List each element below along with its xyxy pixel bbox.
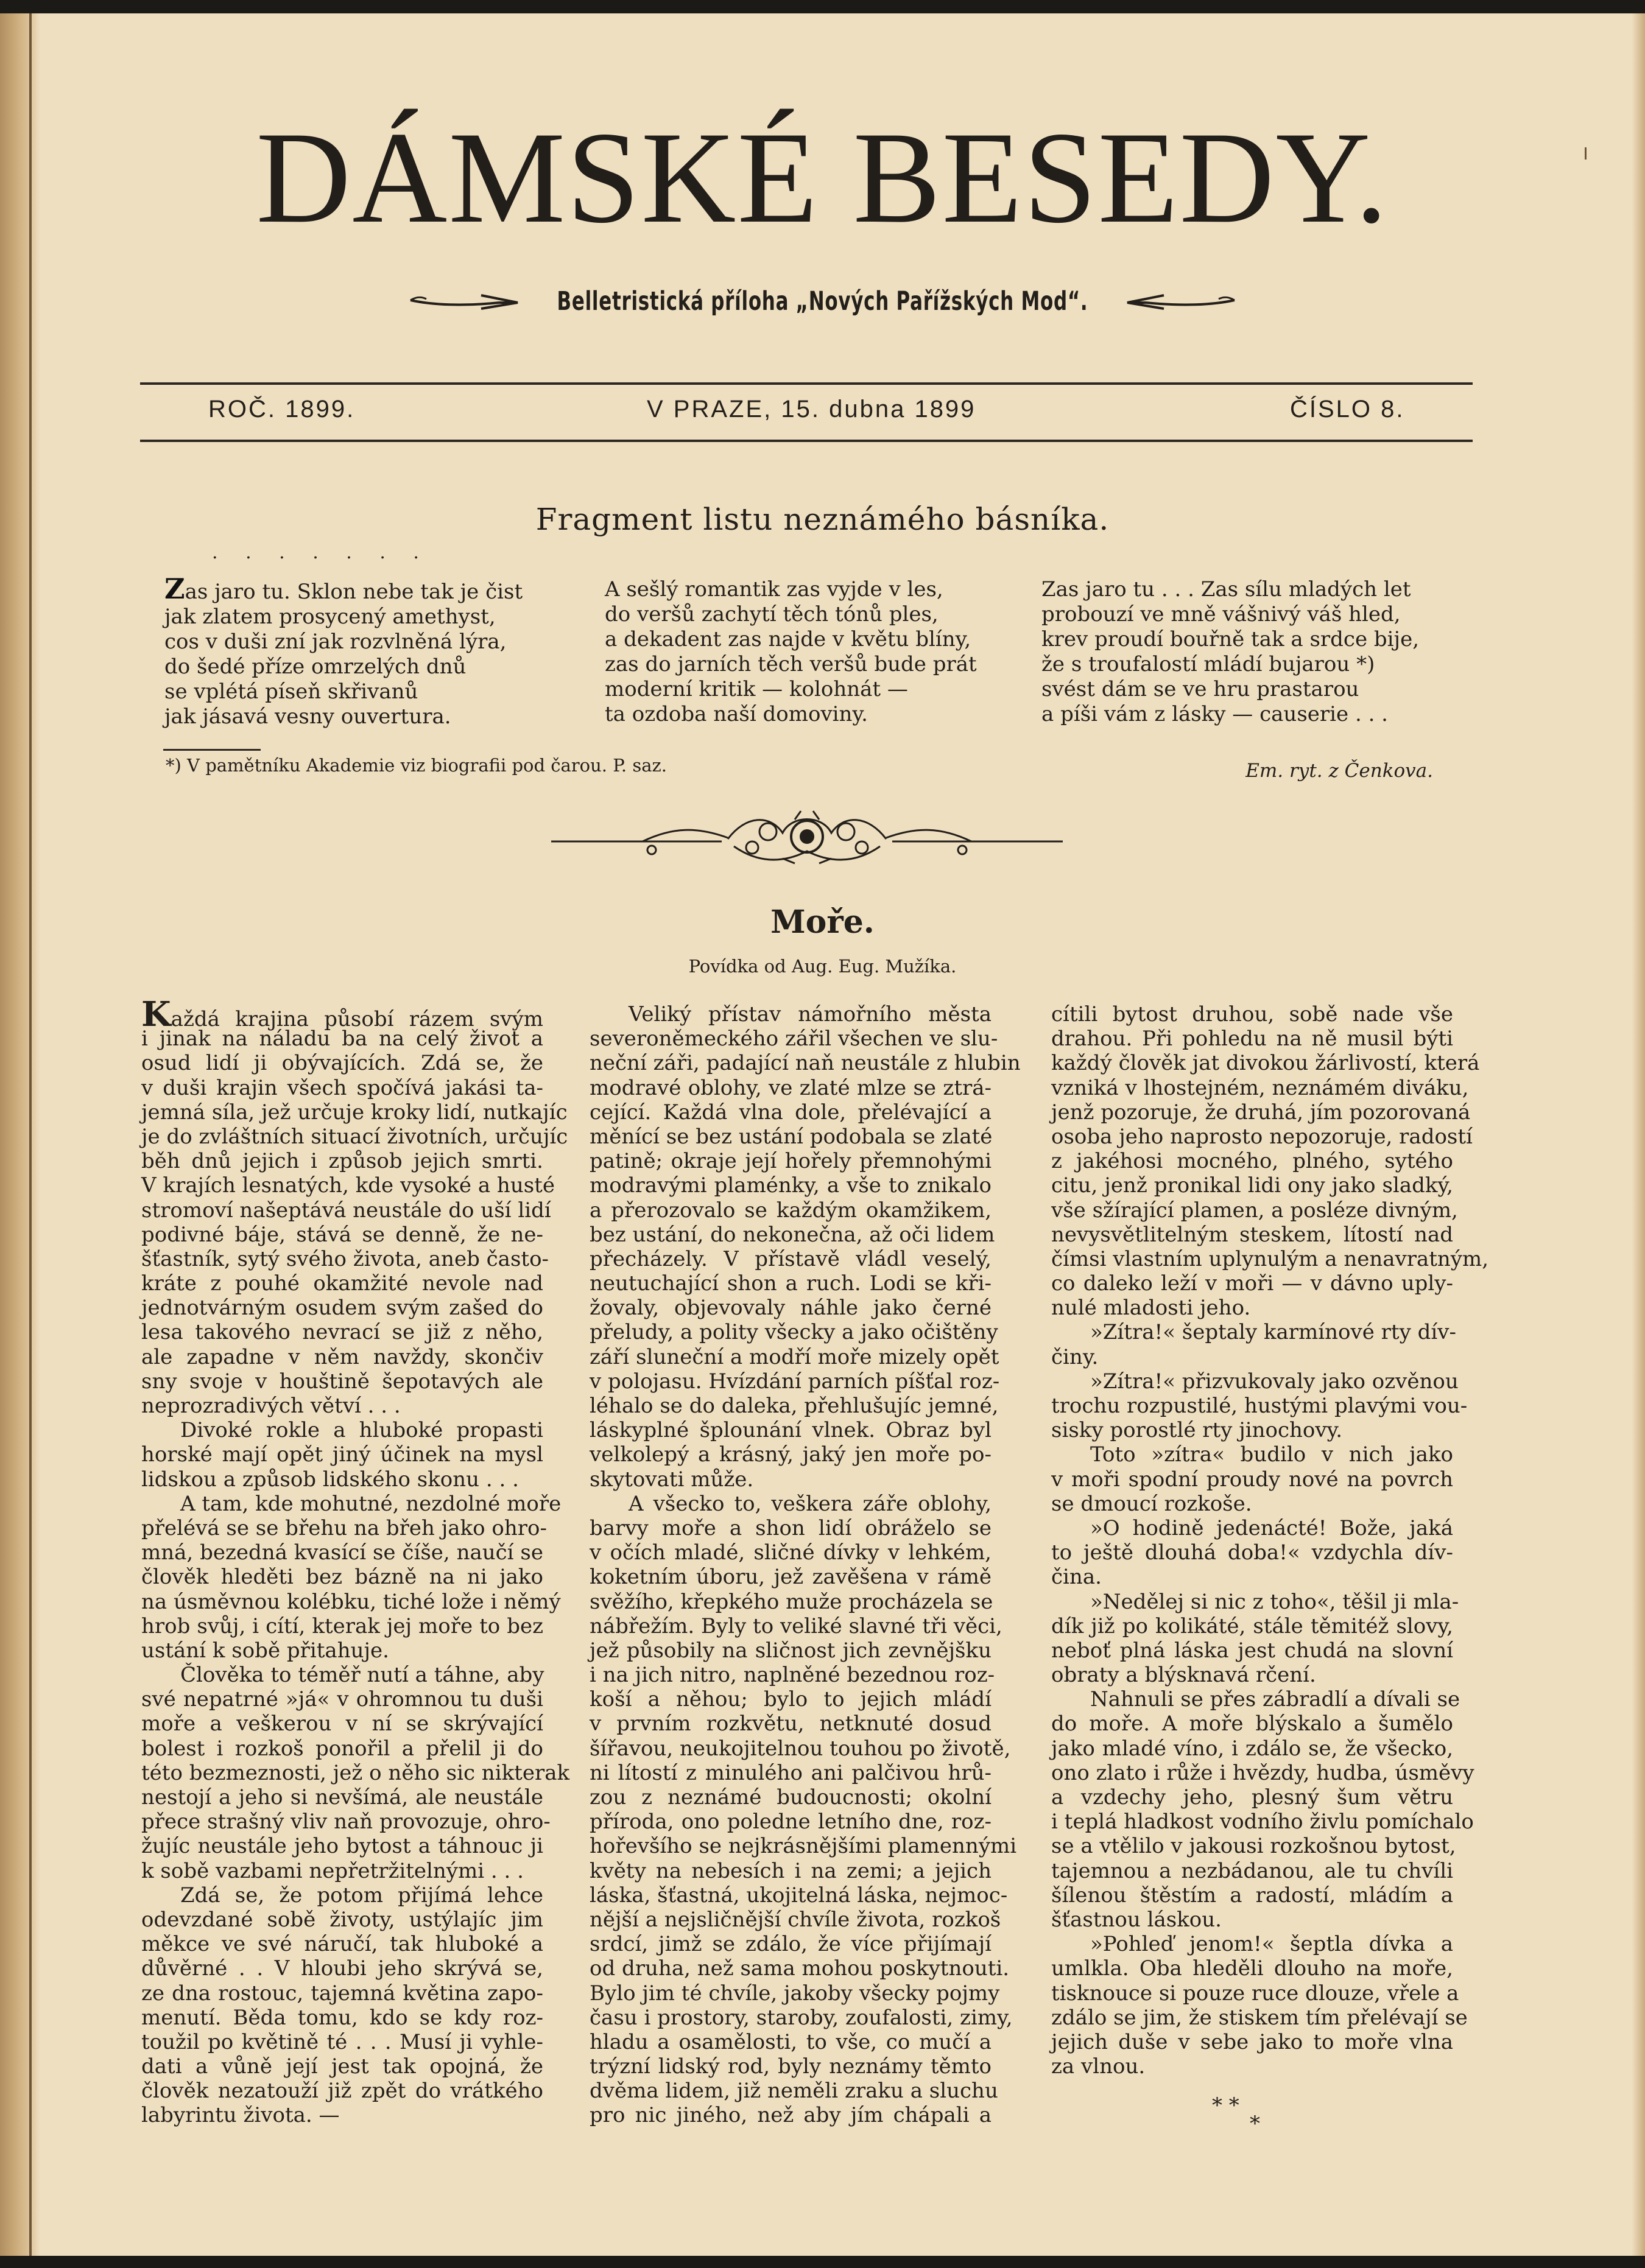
poem-drop-cap: Z bbox=[164, 572, 185, 605]
story-line: měnící se bez ustání podobala se zlaté bbox=[590, 1124, 993, 1149]
story-line: velkolepý a krásný, jaký jen moře po- bbox=[590, 1442, 992, 1467]
story-line: cející. Každá vlna dole, přelévající a bbox=[590, 1100, 992, 1125]
story-line: šílenou štěstím a radostí, mládím a bbox=[1051, 1883, 1453, 1908]
story-column-1 bbox=[141, 994, 570, 2128]
story-line: bolest i rozkoš ponořil a přelil ji do bbox=[141, 1736, 543, 1761]
story-line: Nahnuli se přes zábradlí a dívali se bbox=[1090, 1687, 1460, 1712]
poem-footnote: *) V pamětníku Akademie viz biografii pod čarou. P. saz. bbox=[166, 755, 667, 776]
story-line: koketním úboru, jež zavěšena v rámě bbox=[590, 1565, 992, 1590]
story-line: sny svoje v houštině šepotavých ale bbox=[141, 1369, 543, 1394]
poem-line: a píši vám z lásky — causerie . . . bbox=[1041, 702, 1388, 726]
story-line: Zdá se, že potom přijímá lehce bbox=[180, 1883, 543, 1908]
story-line: květy na nebesích i na zemi; a jejich bbox=[590, 1858, 992, 1883]
story-line: se dmoucí rozkoše. bbox=[1051, 1491, 1252, 1516]
story-line: patině; okraje její hořely přemnohými bbox=[590, 1149, 992, 1174]
story-line: v polojasu. Hvízdání parních píšťal roz- bbox=[590, 1369, 1000, 1394]
footnote-rule bbox=[163, 749, 261, 751]
story-line: toužil po květině té . . . Musí ji vyhle- bbox=[141, 2029, 543, 2054]
story-line: jemná síla, jež určuje kroky lidí, nutkajíc bbox=[141, 1100, 568, 1125]
story-line: menutí. Běda tomu, kdo se kdy roz- bbox=[141, 2005, 543, 2030]
story-line: srdcí, jimž se zdálo, že více přijímají bbox=[590, 1932, 992, 1957]
story-line: pro nic jiného, než aby jím chápali a bbox=[590, 2103, 992, 2128]
story-line: v prvním rozkvětu, netknuté dosud bbox=[590, 1712, 992, 1736]
story-byline: Povídka od Aug. Eug. Mužíka. bbox=[688, 956, 957, 977]
story-line: osud lidí ji obývajících. Zdá se, že bbox=[141, 1051, 543, 1076]
story-title: Moře. bbox=[770, 904, 875, 941]
story-line: koší a něhou; bylo to jejich mládí bbox=[590, 1687, 992, 1712]
masthead-subtitle-row bbox=[0, 286, 1645, 317]
story-line: činy. bbox=[1051, 1344, 1099, 1369]
story-line: trochu rozpustilé, hustými plavými vou- bbox=[1051, 1394, 1468, 1418]
story-line: »O hodině jedenácté! Bože, jaká bbox=[1090, 1515, 1453, 1540]
story-line: tajemnou a nezbádanou, ale tu chvíli bbox=[1051, 1858, 1453, 1883]
story-line: »Zítra!« šeptaly karmínové rty dív- bbox=[1090, 1320, 1456, 1345]
page-binding bbox=[0, 13, 40, 2256]
story-line: od druha, než sama mohou poskytnouti. bbox=[590, 1956, 1010, 1981]
story-line: dvěma lidem, již neměli zraku a sluchu bbox=[590, 2079, 998, 2104]
story-line: hladu a osamělosti, to vše, co mučí a bbox=[590, 2029, 992, 2054]
poem-line: A sešlý romantik zas vyjde v les, bbox=[605, 577, 943, 602]
story-line: Divoké rokle a hluboké propasti bbox=[180, 1418, 543, 1443]
poem-signature: Em. ryt. z Čenkova. bbox=[1245, 760, 1433, 782]
poem-column-1 bbox=[164, 572, 523, 729]
story-line: neční záři, padající naň neustále z hlubin bbox=[590, 1051, 1021, 1076]
story-line: i na jich nitro, naplněné bezednou roz- bbox=[590, 1663, 995, 1688]
story-line: jednotvárným osudem svým zašed do bbox=[141, 1296, 543, 1321]
poem-line: a dekadent zas najde v květu blíny, bbox=[605, 627, 971, 651]
story-line: sisky porostlé rty jinochovy. bbox=[1051, 1418, 1343, 1443]
poem-line: se vplétá píseň skřivanů bbox=[164, 679, 418, 704]
poem-line: Zas jaro tu. Sklon nebe tak je čist bbox=[164, 572, 523, 605]
story-line: ni lítostí z minulého ani palčivou hrů- bbox=[590, 1760, 992, 1785]
poem-line: do šedé příze omrzelých dnů bbox=[164, 655, 467, 679]
poem-line: svést dám se ve hru prastarou bbox=[1041, 677, 1359, 701]
story-line: jako mladé víno, i zdálo se, že všecko, bbox=[1051, 1736, 1453, 1761]
story-drop-cap: K bbox=[141, 994, 171, 1034]
story-column-3 bbox=[1051, 1002, 1489, 2079]
story-line: neutuchající shon a ruch. Lodi se kři- bbox=[590, 1271, 992, 1296]
poem-ellipsis: . . . . . . . bbox=[212, 542, 430, 563]
header-bottom-rule bbox=[140, 440, 1473, 442]
story-line: modravými plaménky, a vše to znikalo bbox=[590, 1173, 992, 1198]
story-line: A tam, kde mohutné, nezdolné moře bbox=[180, 1491, 562, 1516]
story-line: v duši krajin všech spočívá jakási ta- bbox=[141, 1075, 543, 1100]
story-line: člověk hleděti bez bázně na ni jako bbox=[141, 1565, 543, 1590]
story-line: stromoví našeptává neustále do uší lidí bbox=[141, 1198, 551, 1223]
story-line: zdálo se jim, že stiskem tím přelévají se bbox=[1051, 2005, 1468, 2030]
story-line: žovaly, objevovaly náhle jako černé bbox=[590, 1296, 992, 1321]
story-line: ono zlato i růže i hvězdy, hudba, úsměvy bbox=[1051, 1760, 1474, 1785]
story-line: je do zvláštních situací životních, určujíc bbox=[141, 1124, 568, 1149]
poem-line: zas do jarních těch veršů bude prát bbox=[605, 652, 977, 676]
story-line: kráte z pouhé okamžité nevole nad bbox=[141, 1271, 543, 1296]
story-line: mná, bezedná kvasící se číše, naučí se bbox=[141, 1540, 543, 1565]
story-line: času i prostory, staroby, zoufalosti, zimy, bbox=[590, 2005, 1013, 2030]
story-line: lidskou a způsob lidského skonu . . . bbox=[141, 1467, 519, 1492]
issue-number: ČÍSLO 8. bbox=[1290, 396, 1405, 423]
story-line: se a vtělilo v jakousi rozkošnou bytost, bbox=[1051, 1834, 1456, 1859]
story-line: a vzdechy jeho, plesný šum větru bbox=[1051, 1785, 1453, 1810]
story-line: přece strašný vliv naň provozuje, ohro- bbox=[141, 1810, 551, 1834]
story-line: modravé oblohy, ve zlaté mlze se ztrá- bbox=[590, 1075, 992, 1100]
poem-line: krev proudí bouřně tak a srdce bije, bbox=[1041, 627, 1420, 651]
story-line: i jinak na náladu ba na celý život a bbox=[141, 1027, 543, 1051]
story-line: důvěrné . . V hloubi jeho skrývá se, bbox=[141, 1956, 543, 1981]
story-line: bez ustání, do nekonečna, až oči lidem bbox=[590, 1222, 995, 1247]
story-line: i teplá hladkost vodního živlu pomíchalo bbox=[1051, 1810, 1474, 1834]
poem-column-2 bbox=[605, 577, 977, 727]
poem-title: Fragment listu neznámého básníka. bbox=[535, 502, 1110, 537]
story-line: Bylo jim té chvíle, jakoby všecky pojmy bbox=[590, 1981, 1000, 2006]
story-line: »Nedělej si nic z toho«, těšil ji mla- bbox=[1090, 1589, 1459, 1614]
story-line: šťastnou láskou. bbox=[1051, 1907, 1222, 1932]
story-line: láskyplné šplounání vlnek. Obraz byl bbox=[590, 1418, 992, 1443]
story-line: z jakéhosi mocného, plného, sytého bbox=[1051, 1149, 1453, 1174]
story-line: ze dna rostouc, tajemná květina zapo- bbox=[141, 1981, 543, 2006]
story-line: labyrintu života. — bbox=[141, 2103, 340, 2128]
newspaper-page bbox=[0, 13, 1645, 2256]
story-line: trýzní lidský rod, byly neznámy těmto bbox=[590, 2054, 992, 2079]
poem-line: cos v duši zní jak rozvlněná lýra, bbox=[164, 630, 507, 654]
story-line: to ještě dlouhá doba!« vzdychla dív- bbox=[1051, 1540, 1453, 1565]
story-line: neprozradivých větví . . . bbox=[141, 1394, 401, 1418]
place-date: V PRAZE, 15. dubna 1899 bbox=[647, 396, 976, 423]
story-line: svěžího, křepkého muže procházela se bbox=[590, 1589, 993, 1614]
story-line: šťastník, sytý svého života, aneb často- bbox=[141, 1246, 549, 1271]
story-line: lesa takového nevrací se již z něho, bbox=[141, 1320, 543, 1345]
poem-line: probouzí ve mně vášnivý váš hled, bbox=[1041, 602, 1401, 627]
story-line: nější a nejsličnější chvíle života, rozkoš bbox=[590, 1907, 1001, 1932]
poem-line: jak zlatem prosycený amethyst, bbox=[164, 605, 496, 629]
story-line: zou z neznámé budoucnosti; okolní bbox=[590, 1785, 992, 1810]
story-line: přelévá se se břehu na břeh jako ohro- bbox=[141, 1515, 548, 1540]
page-edge bbox=[1632, 13, 1645, 2256]
story-line: vše sžírající plamen, a posléze divným, bbox=[1051, 1198, 1458, 1223]
story-line: V krajích lesnatých, kde vysoké a husté bbox=[141, 1173, 555, 1198]
poem-line: že s troufalostí mládí bujarou *) bbox=[1041, 652, 1375, 676]
masthead-subtitle: Belletristická příloha „Nových Pařížských Mod“. bbox=[557, 286, 1088, 317]
story-line: čina. bbox=[1051, 1565, 1102, 1590]
poem-line: do veršů zachytí těch tónů ples, bbox=[605, 602, 939, 627]
story-line: a přerozovalo se každým okamžikem, bbox=[590, 1198, 992, 1223]
poem-column-3 bbox=[1041, 577, 1419, 727]
story-line: běh dnů jejich i způsob jejich smrti. bbox=[141, 1149, 543, 1174]
story-line: čímsi vlastním uplynulým a nenavratným, bbox=[1051, 1246, 1489, 1271]
story-line: jenž pozoruje, že druhá, jím pozorovaná bbox=[1051, 1100, 1471, 1125]
story-line: své nepatrné »já« v ohromnou tu duši bbox=[141, 1687, 543, 1712]
story-line: »Pohleď jenom!« šeptla dívka a bbox=[1090, 1932, 1453, 1957]
story-line: moře a veškerou v ní se skrývající bbox=[141, 1712, 543, 1736]
volume-label: ROČ. 1899. bbox=[208, 396, 356, 423]
story-line: tisknouce si pouze ruce dlouze, vřele a bbox=[1051, 1981, 1459, 2006]
story-line: cítili bytost druhou, sobě nade vše bbox=[1051, 1002, 1453, 1027]
story-line: láska, šťastná, ukojitelná láska, nejmoc- bbox=[590, 1883, 1008, 1908]
section-stars: * * bbox=[1212, 2093, 1239, 2118]
story-line: severoněmeckého zářil všechen ve slu- bbox=[590, 1027, 998, 1051]
story-line: osoba jeho naprosto nepozoruje, radostí bbox=[1051, 1124, 1473, 1149]
story-line: obraty a blýsknavá rčení. bbox=[1051, 1663, 1316, 1688]
story-line: přecházely. V přístavě vládl veselý, bbox=[590, 1246, 992, 1271]
story-line: jejich duše v sebe jako to moře vlna bbox=[1051, 2029, 1453, 2054]
story-line: Veliký přístav námořního města bbox=[629, 1002, 992, 1027]
story-column-2 bbox=[590, 1002, 1021, 2128]
story-line: odevzdané sobě životy, ustýlajíc jim bbox=[141, 1907, 543, 1932]
story-line: žujíc neustále jeho bytost a táhnouc ji bbox=[141, 1834, 543, 1859]
story-line: nábřežím. Byly to veliké slavné tři věci, bbox=[590, 1613, 1002, 1638]
masthead-title: DÁMSKÉ BESEDY. bbox=[256, 105, 1389, 250]
story-line: na úsměvnou kolébku, tiché lože i němý bbox=[141, 1589, 561, 1614]
section-star: * bbox=[1250, 2112, 1260, 2136]
story-line: hrob svůj, i cítí, kterak jej moře to bez bbox=[141, 1613, 543, 1638]
story-line: drahou. Při pohledu na ně musil býti bbox=[1051, 1027, 1453, 1051]
story-line: ustání k sobě přitahuje. bbox=[141, 1638, 389, 1663]
story-line: horské mají opět jiný účinek na mysl bbox=[141, 1442, 543, 1467]
story-line: září sluneční a modří moře mizely opět bbox=[590, 1344, 999, 1369]
story-line: nulé mladosti jeho. bbox=[1051, 1296, 1251, 1321]
story-line: příroda, ono poledne letního dne, roz- bbox=[590, 1810, 992, 1834]
story-line: šířavou, neukojitelnou touhou po životě, bbox=[590, 1736, 1011, 1761]
story-line: do moře. A moře blýskalo a šumělo bbox=[1051, 1712, 1453, 1736]
header-top-rule bbox=[140, 382, 1473, 385]
story-line: A všecko to, veškera záře oblohy, bbox=[629, 1491, 992, 1516]
story-line: přeludy, a polity všecky a jako očištěny bbox=[590, 1320, 998, 1345]
story-line: ale zapadne v něm navždy, skončiv bbox=[141, 1344, 543, 1369]
left-arrow-flourish-icon bbox=[408, 289, 524, 314]
story-line: dati a vůně její jest tak opojná, že bbox=[141, 2054, 543, 2079]
story-line: dík již po kolikáté, stále těmitéž slovy, bbox=[1051, 1613, 1453, 1638]
story-line: Každá krajina působí rázem svým bbox=[141, 994, 543, 1034]
story-line: jež působily na sličnost jich zevnějšku bbox=[590, 1638, 992, 1663]
story-line: barvy moře a shon lidí obráželo se bbox=[590, 1515, 992, 1540]
right-arrow-flourish-icon bbox=[1121, 289, 1237, 314]
story-line: podivné báje, stává se denně, že ne- bbox=[141, 1222, 543, 1247]
story-line: Člověka to téměř nutí a táhne, aby bbox=[180, 1663, 544, 1688]
binding-fold-line bbox=[29, 13, 32, 2256]
poem-line: Zas jaro tu . . . Zas sílu mladých let bbox=[1041, 577, 1411, 602]
story-line: měkce ve své náručí, tak hluboké a bbox=[141, 1932, 543, 1957]
story-line: Toto »zítra« budilo v nich jako bbox=[1090, 1442, 1453, 1467]
story-line: každý člověk jat divokou žárlivostí, která bbox=[1051, 1051, 1480, 1076]
story-line: vzniká v lhostejném, neznámém diváku, bbox=[1051, 1075, 1469, 1100]
poem-line: ta ozdoba naší domoviny. bbox=[605, 702, 868, 726]
story-line: umlkla. Oba hleděli dlouho na moře, bbox=[1051, 1956, 1453, 1981]
story-line: neboť plná láska jest chudá na slovní bbox=[1051, 1638, 1453, 1663]
floral-divider-icon bbox=[551, 802, 1063, 876]
story-line: »Zítra!« přizvukovaly jako ozvěnou bbox=[1090, 1369, 1459, 1394]
story-line: co daleko leží v moři — v dávno uply- bbox=[1051, 1271, 1453, 1296]
story-line: člověk nezatouží již zpět do vrátkého bbox=[141, 2079, 543, 2104]
story-line: za vlnou. bbox=[1051, 2054, 1146, 2079]
story-line: hořevšího se nejkrásnějšími plamennými bbox=[590, 1834, 1017, 1859]
story-line: v moři spodní proudy nové na povrch bbox=[1051, 1467, 1453, 1492]
story-line: v očích mladé, sličné dívky v lehkém, bbox=[590, 1540, 992, 1565]
story-line: k sobě vazbami nepřetržitelnými . . . bbox=[141, 1858, 524, 1883]
story-line: léhalo se do daleka, přehlušujíc jemné, bbox=[590, 1394, 999, 1418]
story-line: skytovati může. bbox=[590, 1467, 754, 1492]
story-line: nevysvětlitelným steskem, lítostí nad bbox=[1051, 1222, 1453, 1247]
story-line: této bezmeznosti, jež o něho sic nikterak bbox=[141, 1760, 570, 1785]
poem-line: jak jásavá vesny ouvertura. bbox=[164, 704, 451, 729]
story-line: citu, jenž pronikal lidi ony jako sladký, bbox=[1051, 1173, 1453, 1198]
story-line: nestojí a jeho si nevšímá, ale neustále bbox=[141, 1785, 543, 1810]
poem-line: moderní kritik — kolohnát — bbox=[605, 677, 908, 701]
